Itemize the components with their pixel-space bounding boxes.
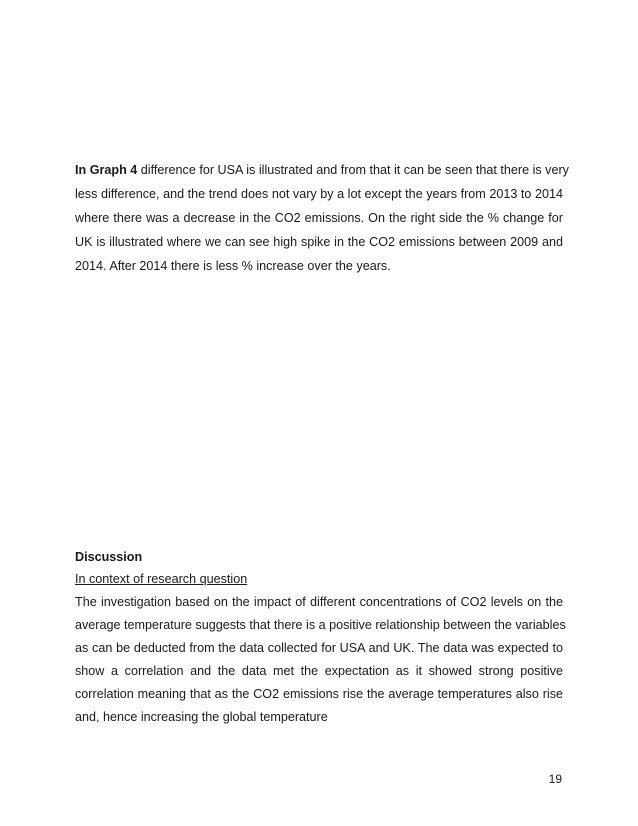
discussion-line-3: as can be deducted from the data collected for USA and UK. The data was expected to (75, 641, 563, 655)
paragraph-1-line-2: less difference, and the trend does not vary by a lot except the years from 2013 to 2014 (75, 187, 563, 201)
paragraph-1-line-1-text: difference for USA is illustrated and from that it can be seen that there is very (137, 163, 569, 177)
discussion-line-6: and, hence increasing the global temperature (75, 710, 328, 724)
discussion-heading: Discussion (75, 550, 143, 564)
paragraph-1-line-3: where there was a decrease in the CO2 emissions. On the right side the % change for (75, 211, 563, 225)
discussion-line-2: average temperature suggests that there is a positive relationship between the variables (75, 618, 566, 632)
discussion-line-4: show a correlation and the data met the expectation as it showed strong positive (75, 664, 563, 678)
paragraph-1-line-1 (75, 162, 569, 178)
paragraph-1-line-5: 2014. After 2014 there is less % increase over the years. (75, 259, 391, 273)
discussion-line-1: The investigation based on the impact of different concentrations of CO2 levels on the (75, 595, 563, 609)
discussion-line-5: correlation meaning that as the CO2 emissions rise the average temperatures also rise (75, 687, 563, 701)
graph-reference: In Graph 4 (75, 163, 138, 177)
paragraph-1-line-4: UK is illustrated where we can see high spike in the CO2 emissions between 2009 and (75, 235, 563, 249)
page-number: 19 (548, 772, 562, 786)
discussion-subheading: In context of research question (75, 572, 248, 586)
